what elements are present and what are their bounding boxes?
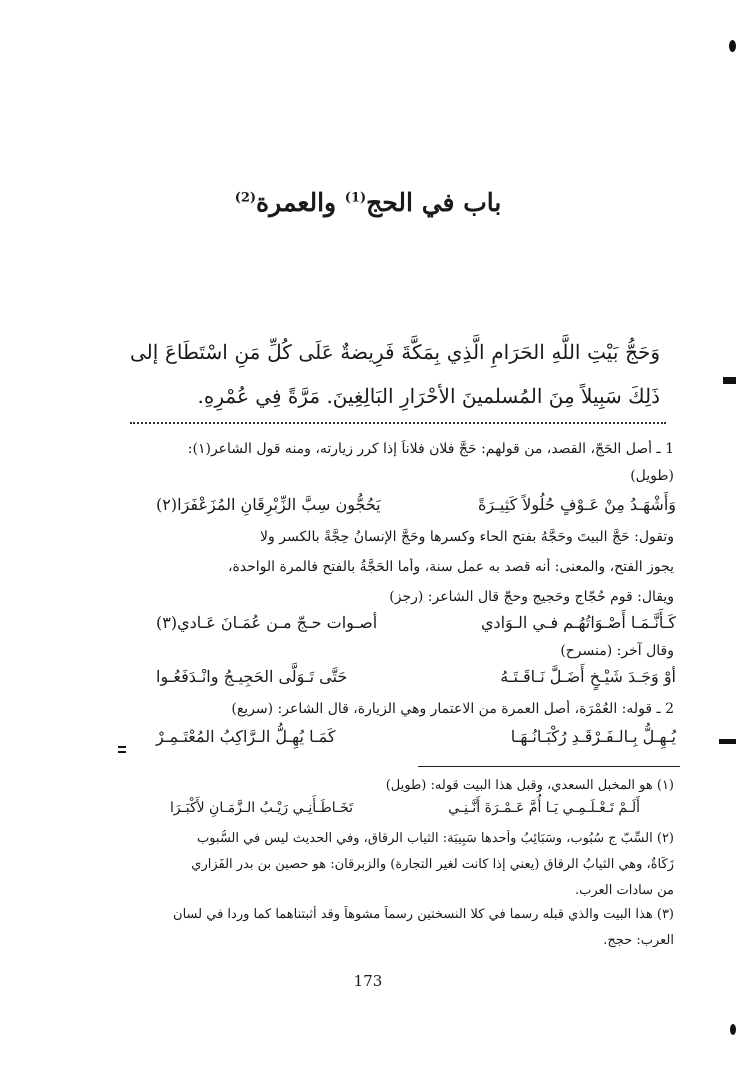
scan-mark-bottom-right xyxy=(730,1024,736,1035)
footnote-rule xyxy=(418,766,680,767)
note-1-line-4: يجوز الفتح، والمعنى: أنه قصد به عمل سنة، وأما الحَجَّةُ بالفتح فالمرة الواحدة، xyxy=(227,559,674,575)
note-1-line-2: (طويل) xyxy=(630,468,674,484)
main-text-line-2: ذَلِكَ سَبِيلاً مِنَ المُسلمينَ الأحْرَارِ البَالِغِينَ. مَرَّةً فِي عُمْرِهِ. xyxy=(197,384,660,408)
verse-2-second-hemistich: أصـوات حـجّ مـن عُمَـانَ عَـادي(٣) xyxy=(156,613,378,632)
verse-1-first-hemistich: وَأَشْهَـدُ مِنْ عَـوْفٍ حُلُولاً كَثِيـرَةً xyxy=(478,495,676,514)
verse-1 xyxy=(156,494,676,516)
note-1-line-6: وقال آخر: (منسرح) xyxy=(560,643,674,659)
verse-2-first-hemistich: كَـأَنَّـمَـا أَصْـوَاتُهُـم فـي الـوَادي xyxy=(480,613,676,632)
verse-4 xyxy=(156,726,676,748)
scan-mark-left-1 xyxy=(118,746,126,748)
verse-4-first-hemistich: يُـهِـلُّ بِـالـفَـرْقَـدِ رُكْبَـانُـهَـا xyxy=(510,727,676,746)
footnote-2-line-3: من سادات العرب. xyxy=(574,883,674,898)
scan-mark-left-2 xyxy=(118,751,126,753)
note-2-line-1: 2 ـ قوله: العُمْرَة، أصل العمرة من الاعتمار وهي الزيارة، قال الشاعر: (سريع) xyxy=(231,701,674,717)
note-1-line-1: 1 ـ أصل الحَجّ، القصد، من قولهم: حَجَّ فلان فلاناً إذا كرر زيارته، ومنه قول الشاعر(١): xyxy=(187,441,674,457)
scan-mark-top-right xyxy=(729,40,736,52)
page-number: 173 xyxy=(353,972,383,990)
verse-3-first-hemistich: أوْ وَجَـدَ شَيْـخٍ أَضَـلَّ نَـاقَـتَـهُ xyxy=(500,667,676,686)
verse-4-second-hemistich: كَمَـا يُهِـلُّ الـرَّاكِبُ المُعْتَـمِـرْ xyxy=(156,727,336,746)
main-text xyxy=(130,330,660,418)
scan-mark-right-middle xyxy=(723,377,736,384)
scan-mark-right-lower xyxy=(719,739,736,744)
chapter-title xyxy=(150,188,586,217)
title-text-hajj: باب في الحج xyxy=(366,188,502,217)
footnote-1-verse-first-hemistich: أَلَـمْ تَـعْـلَـمِـي يَـا أُمَّ عَـمْـرَةَ أَنَّـنِـي xyxy=(448,800,640,816)
dotted-separator xyxy=(130,422,666,426)
verse-3 xyxy=(156,666,676,688)
verse-3-second-hemistich: حَتَّى تَـوَلَّى الحَجِيـجُ وانْـدَفَعُـوا xyxy=(156,667,348,686)
footnote-2-line-2: زَكَاةٌ، وهي الثيابُ الرقاق (يعني إذا كانت لغير التجارة) والزبرقان: هو حصين بن بدر الفَزاري xyxy=(191,857,674,872)
title-footnote-ref-2: (2) xyxy=(234,190,257,206)
main-text-line-1: وَحَجُّ بَيْتِ اللَّهِ الحَرَامِ الَّذِي بِمَكَّةَ فَرِيضةٌ عَلَى كُلِّ مَنِ اسْتَطَاعَ إلى xyxy=(130,340,660,364)
footnote-1-verse xyxy=(170,800,640,816)
note-1-line-3: وتقول: حَجَّ البيتَ وحَجَّهُ بفتح الحاء وكسرها وحَجَّ الإنسانُ حِجَّةً بالكسر ولا xyxy=(260,529,674,545)
title-footnote-ref-1: (1) xyxy=(344,190,367,206)
footnote-1-verse-second-hemistich: تَخَـاطَـأَنِـي رَيْـبُ الـزَّمَـانِ لأَكْبَـرَا xyxy=(170,800,354,816)
footnote-3-line-2: العرب: حجج. xyxy=(603,933,674,948)
verse-2 xyxy=(156,612,676,634)
footnote-1-line-1: (١) هو المخبل السعدي، وقبل هذا البيت قوله: (طويل) xyxy=(385,778,674,793)
footnote-3-line-1: (٣) هذا البيت والذي قبله رسما في كلا النسختين رسماً مشوهاً وقد أثبتناهما كما وردا في لسان xyxy=(173,907,674,922)
note-1-line-5: ويقال: قوم حُجّاج وحَجيج وحجّ قال الشاعر: (رجز) xyxy=(389,589,674,605)
footnote-2-line-1: (٢) السِّبّ ج سُبُوب، وسَبَائِبُ وأحدها سَبِيبَة: الثياب الرقاق، وفي الحديث ليس في السُّبوب xyxy=(196,831,674,846)
verse-1-second-hemistich: يَحُجُّون سِبَّ الزِّبْرِقَانِ المُزَعْفَرَا(٢) xyxy=(156,495,381,514)
title-text-umrah: والعمرة xyxy=(256,188,345,217)
